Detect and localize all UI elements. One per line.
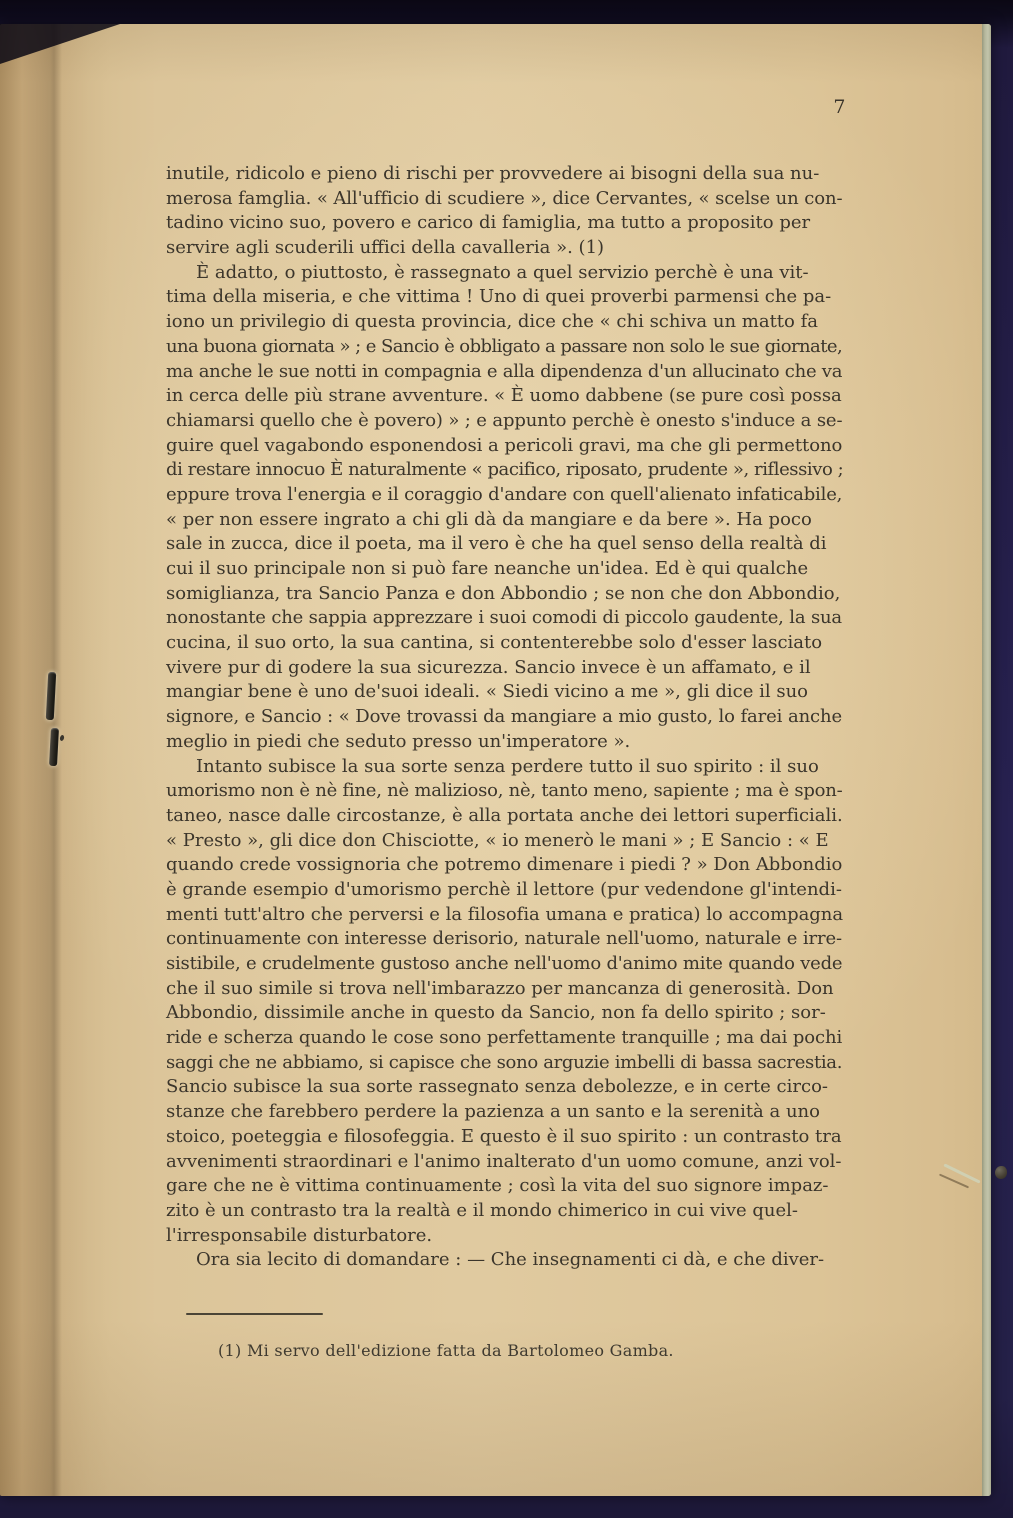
text-line: Abbondio, dissimile anche in questo da Sancio, non fa dello spirito ; sor- [166,1002,826,1024]
text-line: avvenimenti straordinari e l'animo inalterato d'un uomo comune, anzi vol- [166,1150,842,1172]
text-line: saggi che ne abbiamo, si capisce che sono arguzie imbelli di bassa sacrestia. [166,1051,843,1073]
text-line: nonostante che sappia apprezzare i suoi comodi di piccolo gaudente, la sua [166,607,842,629]
text-line: stanze che farebbero perdere la pazienza a un santo e la serenità a uno [166,1101,820,1123]
text-line: ma anche le sue notti in compagnia e alla dipendenza d'un allucinato che va [166,360,843,382]
text-line: quando crede vossignoria che potremo dimenare i piedi ? » Don Abbondio [166,854,843,876]
text-line: tadino vicino suo, povero e carico di famiglia, ma tutto a proposito per [166,212,811,234]
text-line: stoico, poeteggia e filosofeggia. E questo è il suo spirito : un contrasto tra [166,1125,842,1147]
text-block [166,162,842,1273]
text-line: umorismo non è nè fine, nè malizioso, nè, tanto meno, sapiente ; ma è spon- [166,780,843,802]
book-page [0,24,991,1496]
text-line: cui il suo principale non si può fare neanche un'idea. Ed è qui qualche [166,558,809,579]
ink-blob [995,1166,1007,1179]
text-line: Ora sia lecito di domandare : — Che insegnamenti ci dà, e che diver- [196,1249,825,1271]
text-line: che il suo simile si trova nell'imbarazzo per mancanza di generosità. Don [166,977,834,999]
text-line: l'irresponsabile disturbatore. [166,1224,433,1246]
text-line: merosa famglia. « All'ufficio di scudiere », dice Cervantes, « scelse un con- [166,187,843,209]
text-line: inutile, ridicolo e pieno di rischi per provvedere ai bisogni della sua nu- [166,163,820,184]
text-line: di restare innocuo È naturalmente « pacifico, riposato, prudente », riflessivo ; [166,459,844,481]
text-line: in cerca delle più strane avventure. « È uomo dabbene (se pure così possa [166,385,842,407]
text-line: sale in zucca, dice il poeta, ma il vero è che ha quel senso della realtà di [166,533,827,555]
text-line: meglio in piedi che seduto presso un'imperatore ». [166,730,631,752]
text-line: taneo, nasce dalle circostanze, è alla portata anche dei lettori superficiali. [166,804,843,826]
text-line: « Presto », gli dice don Chisciotte, « io menerò le mani » ; E Sancio : « E [166,829,829,851]
text-line: gare che ne è vittima continuamente ; così la vita del suo signore impaz- [166,1175,829,1197]
text-line: Intanto subisce la sua sorte senza perdere tutto il suo spirito : il suo [196,755,819,777]
text-line: signore, e Sancio : « Dove trovassi da mangiare a mio gusto, lo farei anche [166,706,843,728]
text-line: zito è un contrasto tra la realtà e il mondo chimerico in cui vive quel- [166,1199,798,1221]
text-line: è grande esempio d'umorismo perchè il lettore (pur vedendone gl'intendi- [166,878,842,900]
text-line: iono un privilegio di questa provincia, dice che « chi schiva un matto fa [166,311,818,333]
text-line: tima della miseria, e che vittima ! Uno di quei proverbi parmensi che pa- [166,286,832,308]
text-line: È adatto, o piuttosto, è rassegnato a quel servizio perchè è una vit- [196,261,809,283]
text-line: menti tutt'altro che perversi e la filosofia umana e pratica) lo accompagna [166,903,844,925]
text-line: chiamarsi quello che è povero) » ; e appunto perchè è onesto s'induce a se- [166,409,843,431]
text-line: una buona giornata » ; e Sancio è obbligato a passare non solo le sue giornate, [166,335,843,357]
footnote-text: (1) Mi servo dell'edizione fatta da Bartolomeo Gamba. [218,1341,674,1360]
text-line: ride e scherza quando le cose sono perfettamente tranquille ; ma dai pochi [166,1027,843,1049]
page-fore-edge [982,24,991,1496]
text-line: vivere pur di godere la sua sicurezza. Sancio invece è un affamato, e il [166,656,811,678]
text-line: servire agli scuderili uffici della cavalleria ». (1) [166,237,605,259]
text-line: somiglianza, tra Sancio Panza e don Abbondio ; se non che don Abbondio, [166,582,841,604]
page-crease [943,1163,980,1183]
text-line: eppure trova l'energia e il coraggio d'andare con quell'alienato infaticabile, [166,483,843,505]
text-line: sistibile, e crudelmente gustoso anche nell'uomo d'animo mite quando vede [166,953,843,974]
text-line: cucina, il suo orto, la sua cantina, si contenterebbe solo d'esser lasciato [166,632,823,654]
text-line: continuamente con interesse derisorio, naturale nell'uomo, naturale e irre- [166,928,842,950]
footnote-rule [186,1313,323,1315]
text-line: « per non essere ingrato a chi gli dà da mangiare e da bere ». Ha poco [166,508,812,530]
page-number: 7 [833,96,846,118]
text-line: Sancio subisce la sua sorte rassegnato senza debolezze, e in certe circo- [166,1076,828,1098]
text-line: guire quel vagabondo esponendosi a pericoli gravi, ma che gli permettono [166,434,843,456]
text-line: mangiar bene è uno de'suoi ideali. « Siedi vicino a me », gli dice il suo [166,681,809,703]
